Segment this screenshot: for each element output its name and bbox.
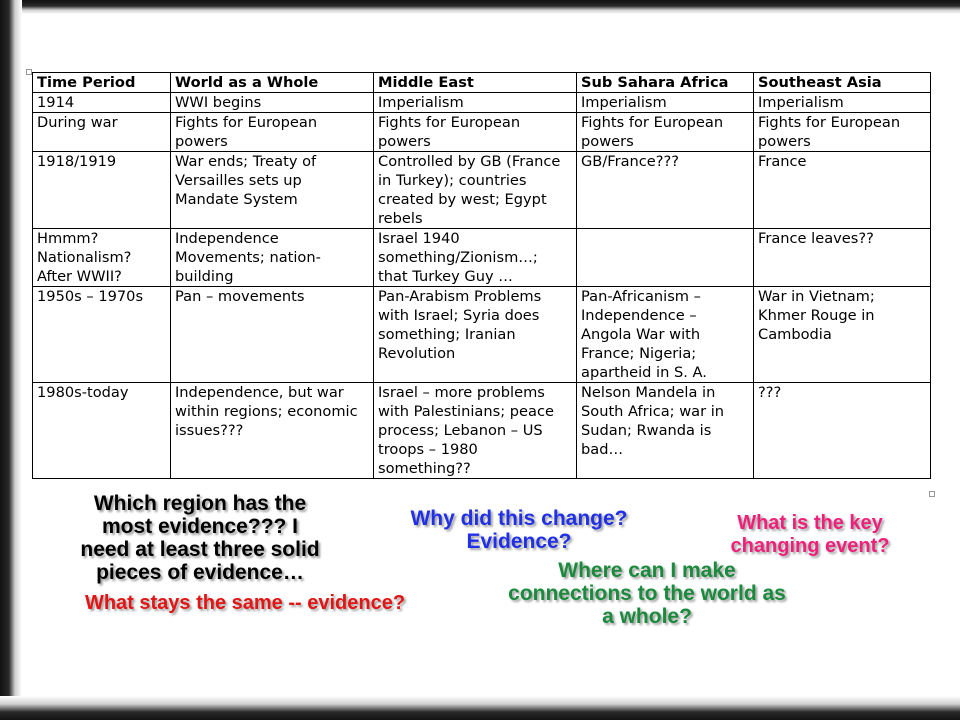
- note-line: Where can I make: [558, 559, 736, 582]
- note-line: What stays the same -- evidence?: [84, 592, 406, 614]
- table-row: [33, 383, 931, 479]
- column-header: Time Period: [33, 73, 171, 93]
- table-cell: War ends; Treaty of Versailles sets up Mandate System: [171, 152, 374, 229]
- slide-frame-bottom: [0, 696, 960, 720]
- note-line: need at least three solid: [80, 538, 320, 561]
- column-header: Southeast Asia: [754, 73, 931, 93]
- table-cell: Imperialism: [577, 93, 754, 113]
- table-cell: Israel 1940 something/Zionism…; that Turkey Guy …: [374, 229, 577, 287]
- table-cell: War in Vietnam; Khmer Rouge in Cambodia: [754, 287, 931, 383]
- table-row: [33, 113, 931, 152]
- table-row: [33, 229, 931, 287]
- table-cell: Imperialism: [374, 93, 577, 113]
- table-cell: WWI begins: [171, 93, 374, 113]
- column-header: World as a Whole: [171, 73, 374, 93]
- table-cell: Imperialism: [754, 93, 931, 113]
- note-line: changing event?: [730, 535, 890, 557]
- why-change-note: [374, 507, 664, 553]
- table-cell: 1914: [33, 93, 171, 113]
- table-row: [33, 152, 931, 229]
- column-header: Middle East: [374, 73, 577, 93]
- table-cell: Fights for European powers: [577, 113, 754, 152]
- stays-same-note: [30, 592, 460, 615]
- table-resize-handle[interactable]: [929, 491, 935, 497]
- table-row: [33, 93, 931, 113]
- table-cell: Independence, but war within regions; economic issues???: [171, 383, 374, 479]
- connections-note: [462, 559, 832, 628]
- table-cell: GB/France???: [577, 152, 754, 229]
- note-line: Why did this change?: [410, 507, 628, 530]
- note-line: Which region has the: [93, 492, 307, 515]
- evidence-question-note: [40, 492, 360, 584]
- table-cell: Fights for European powers: [374, 113, 577, 152]
- table-cell: ???: [754, 383, 931, 479]
- table-cell: 1950s – 1970s: [33, 287, 171, 383]
- table-cell: [577, 229, 754, 287]
- slide-frame-top: [0, 0, 960, 14]
- slide-frame-left: [0, 0, 22, 720]
- table-cell: 1980s-today: [33, 383, 171, 479]
- note-line: a whole?: [602, 605, 692, 628]
- table-cell: Nelson Mandela in South Africa; war in Sudan; Rwanda is bad…: [577, 383, 754, 479]
- table-cell: Pan – movements: [171, 287, 374, 383]
- table-cell: 1918/1919: [33, 152, 171, 229]
- key-event-note: [690, 512, 930, 558]
- table-cell: Independence Movements; nation-building: [171, 229, 374, 287]
- note-line: What is the key: [737, 512, 883, 534]
- note-line: Evidence?: [466, 530, 572, 553]
- table-cell: During war: [33, 113, 171, 152]
- note-line: connections to the world as: [508, 582, 786, 605]
- table-cell: Fights for European powers: [171, 113, 374, 152]
- table-cell: Pan-Arabism Problems with Israel; Syria does something; Iranian Revolution: [374, 287, 577, 383]
- table-row: [33, 287, 931, 383]
- history-comparison-table: [32, 72, 931, 479]
- note-line: most evidence??? I: [101, 515, 299, 538]
- table-cell: Israel – more problems with Palestinians; peace process; Lebanon – US troops – 1980 something??: [374, 383, 577, 479]
- table-header-row: [33, 73, 931, 93]
- table-cell: Fights for European powers: [754, 113, 931, 152]
- table-cell: Hmmm? Nationalism? After WWII?: [33, 229, 171, 287]
- table-cell: Pan-Africanism – Independence – Angola War with France; Nigeria; apartheid in S. A.: [577, 287, 754, 383]
- table-cell: France: [754, 152, 931, 229]
- note-line: pieces of evidence…: [96, 561, 304, 584]
- table-cell: France leaves??: [754, 229, 931, 287]
- column-header: Sub Sahara Africa: [577, 73, 754, 93]
- table-cell: Controlled by GB (France in Turkey); countries created by west; Egypt rebels: [374, 152, 577, 229]
